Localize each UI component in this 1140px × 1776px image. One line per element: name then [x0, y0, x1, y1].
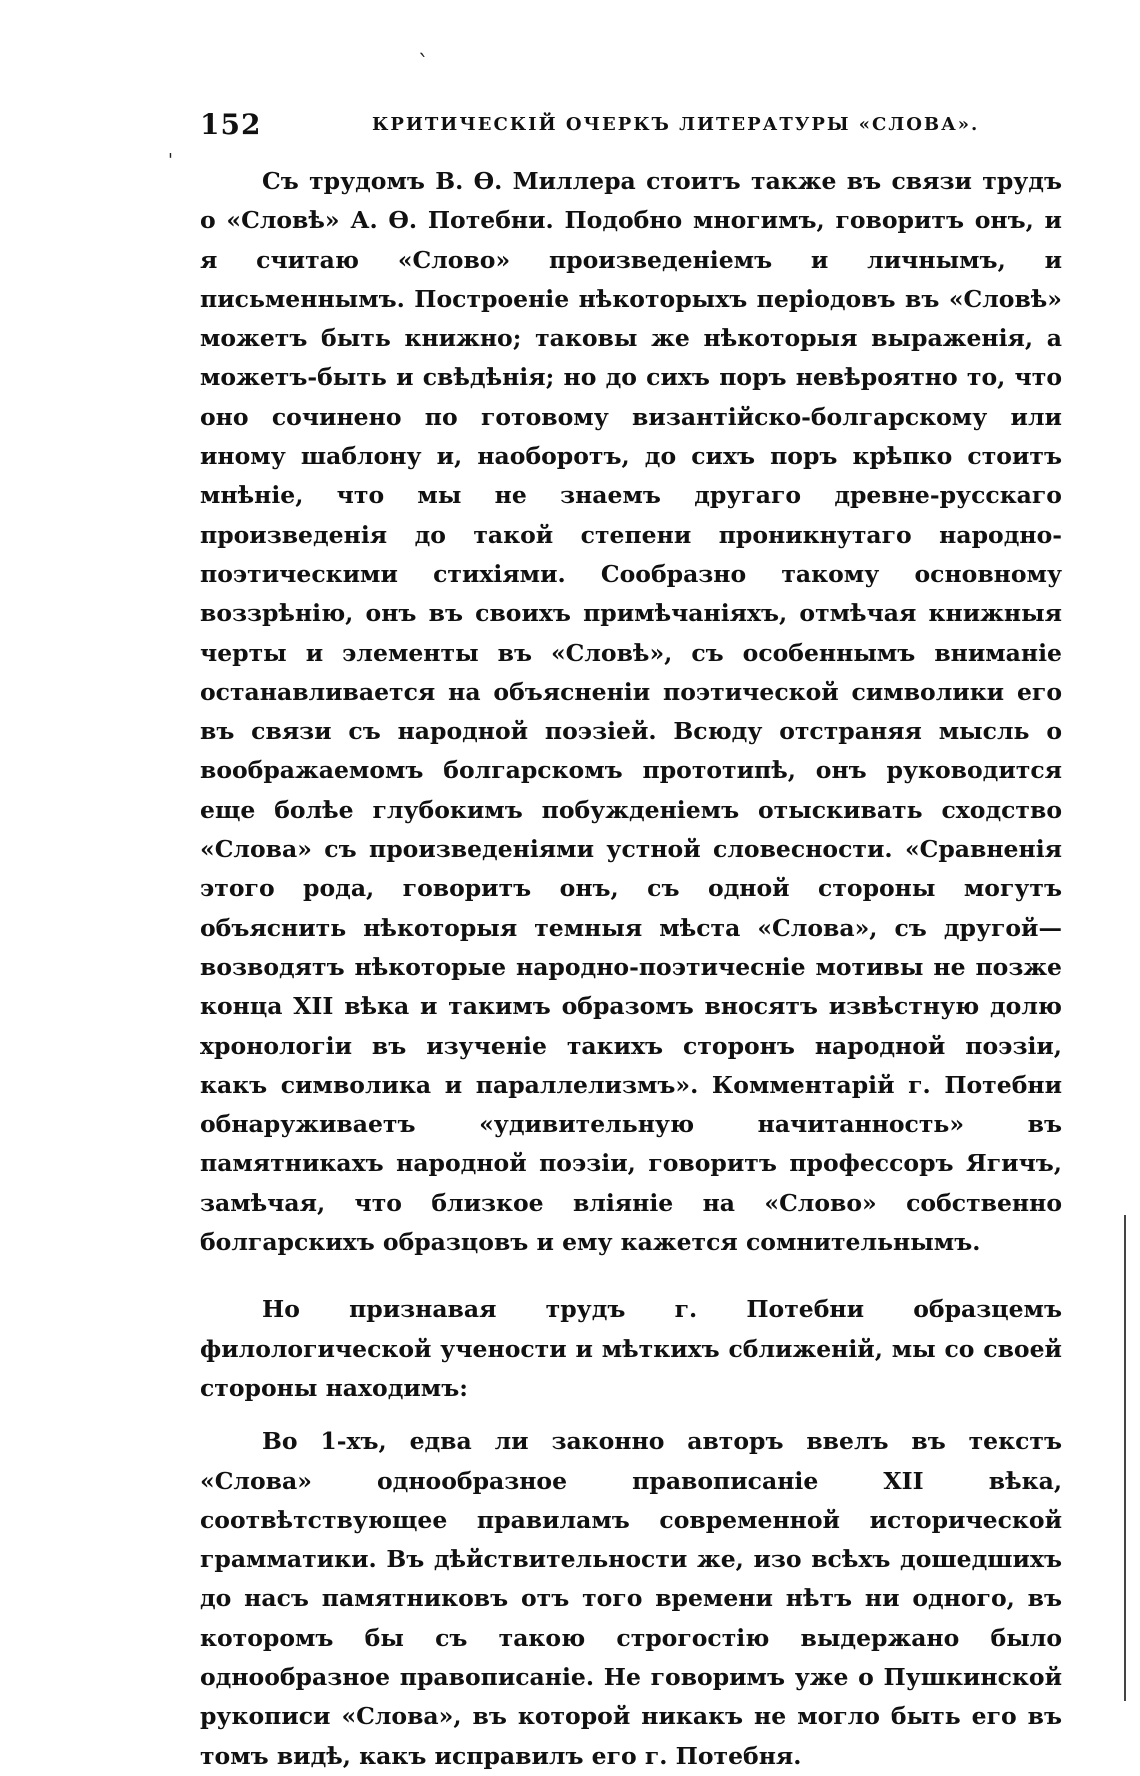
- running-title: КРИТИЧЕСКІЙ ОЧЕРКЪ ЛИТЕРАТУРЫ «СЛОВА».: [372, 114, 980, 135]
- stray-mark-left: ': [168, 150, 173, 171]
- scan-edge-line: [1124, 1215, 1126, 1701]
- running-head: [200, 108, 1060, 144]
- paragraph-1: Съ трудомъ В. Ѳ. Миллера стоитъ также въ связи трудъ о «Словѣ» А. Ѳ. Потебни. Подобно многимъ, говоритъ онъ, и я считаю «Слово» произведеніемъ и личнымъ, и письменнымъ. Построеніе нѣкоторыхъ періодовъ въ «Словѣ» можетъ быть книжно; таковы же нѣкоторыя выраженія, а можетъ-быть и свѣдѣнія; но до сихъ поръ невѣроятно то, что оно сочинено по готовому византійско-болгарскому или иному шаблону и, наоборотъ, до сихъ поръ крѣпко стоитъ мнѣніе, что мы не знаемъ другаго древне-русскаго произведенія до такой степени проникнутаго народно-поэтическими стихіями. Сообразно такому основному воззрѣнію, онъ въ своихъ примѣчаніяхъ, отмѣчая книжныя черты и элементы въ «Словѣ», съ особеннымъ вниманіе останавливается на объясненіи поэтической символики его въ связи съ народной поэзіей. Всюду отстраняя мысль о воображаемомъ болгарскомъ прототипѣ, онъ руководится еще болѣе глубокимъ побужденіемъ отыскивать сходство «Слова» съ произведеніями устной словесности. «Сравненія этого рода, говоритъ онъ, съ одной стороны могутъ объяснить нѣкоторыя темныя мѣста «Слова», съ другой—возводятъ нѣкоторые народно-поэтичесніе мотивы не позже конца XII вѣка и такимъ образомъ вносятъ извѣстную долю хронологіи въ изученіе такихъ сторонъ народной поэзіи, какъ символика и параллелизмъ». Комментарій г. Потебни обнаруживаетъ «удивительную начитанность» въ памятникахъ народной поэзіи, говоритъ профессоръ Ягичъ, замѣчая, что близкое вліяніе на «Слово» собственно болгарскихъ образцовъ и ему кажется сомнительнымъ.: [200, 167, 1062, 1257]
- paragraph-3: Во 1-хъ, едва ли законно авторъ ввелъ въ текстъ «Слова» однообразное правописаніе XII вѣка, соотвѣтствующее правиламъ современной исторической грамматики. Въ дѣйствительности же, изо всѣхъ дошедшихъ до насъ памятниковъ отъ того времени нѣтъ ни одного, въ которомъ бы съ такою строгостію выдержано было однообразное правописаніе. Не говоримъ уже о Пушкинской рукописи «Слова», въ которой никакъ не могло быть его въ томъ видѣ, какъ исправилъ его г. Потебня.: [200, 1427, 1062, 1770]
- main-text: [200, 162, 1062, 1776]
- page-number: 152: [200, 108, 262, 141]
- paragraph-2: Но признавая трудъ г. Потебни образцемъ филологической учености и мѣткихъ сближеній, мы со своей стороны находимъ:: [200, 1295, 1062, 1402]
- stray-mark-top: `: [418, 52, 429, 77]
